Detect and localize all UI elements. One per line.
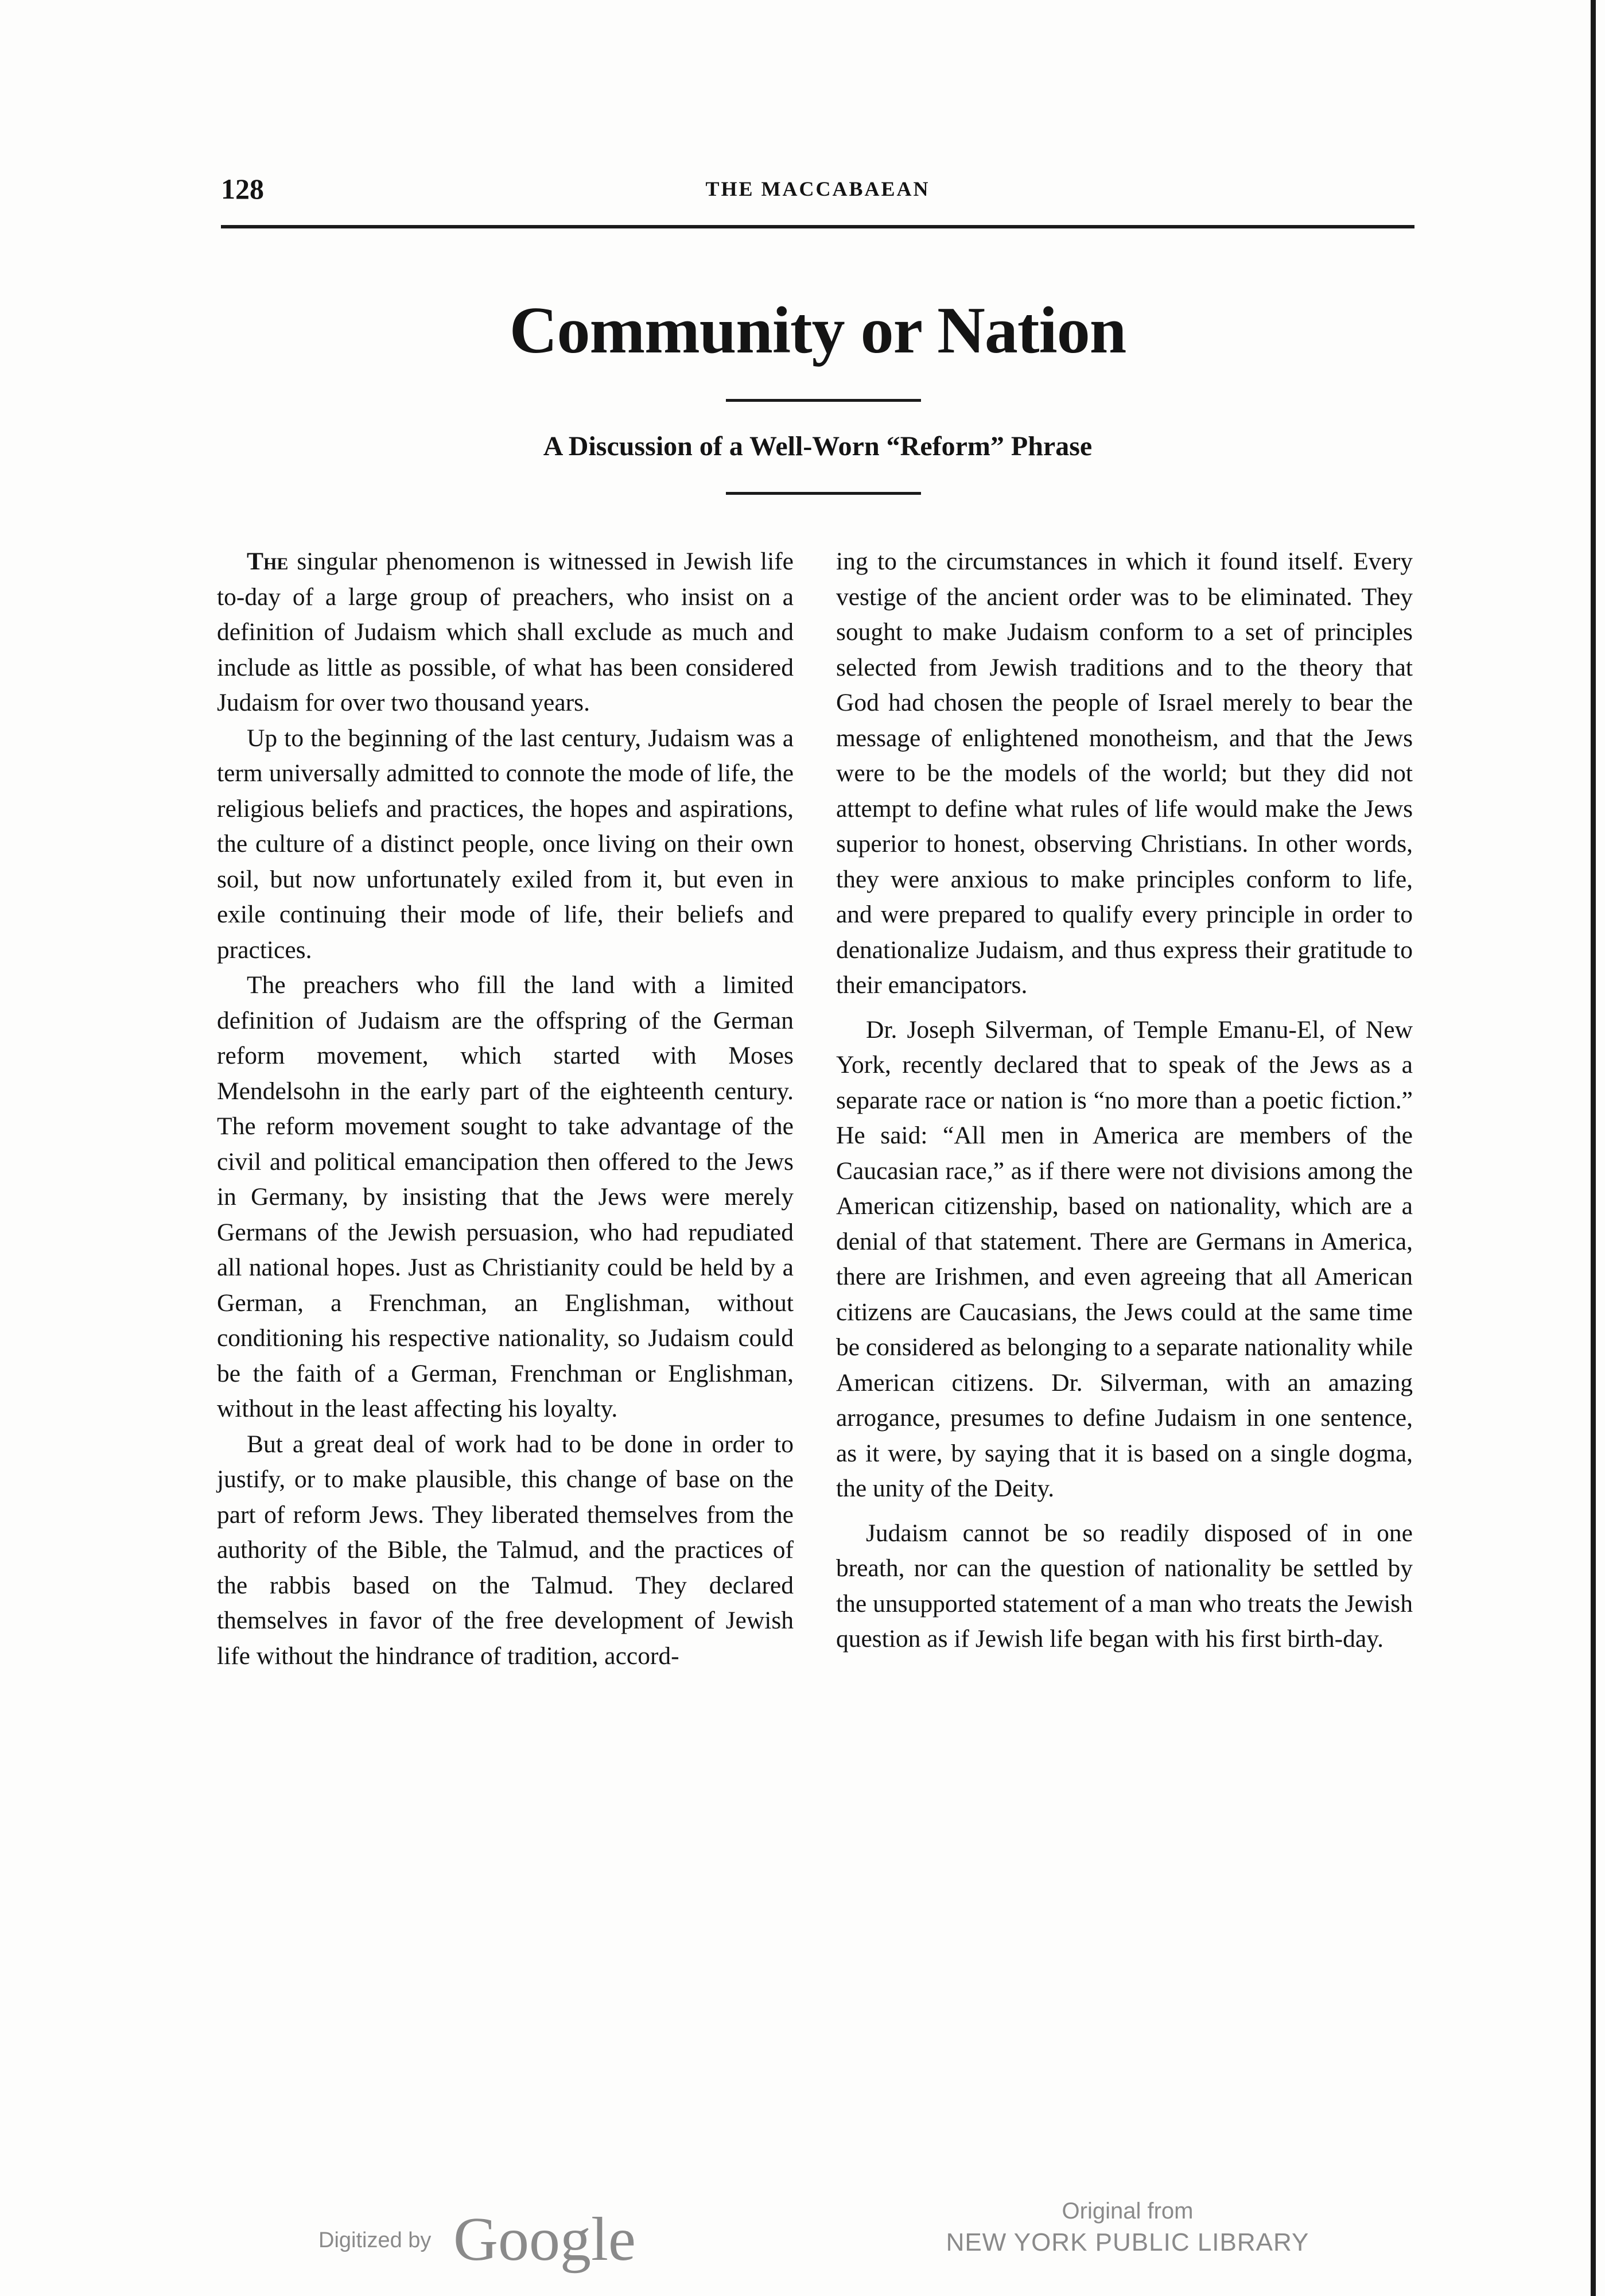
paragraph: The preachers who fill the land with a limited definition of Judaism are the offspring of the German reform movement, which started with Moses Mendelsohn in the early part of the eighteenth century. The reform movement sought to take advantage of the civil and political emancipation then offered to the Jews in Germany, by insisting that the Jews were merely Germans of the Jewish persuasion, who had repudiated all national hopes. Just as Christianity could be held by a German, a Frenchman, an Englishman, without conditioning his respective nationality, so Judaism could be the faith of a German, Frenchman or Englishman, without in the least affecting his loyalty. xyxy=(217,971,794,1422)
digitized-by-label: Digitized by xyxy=(318,2228,432,2252)
paragraph: Dr. Joseph Silverman, of Temple Emanu-El, of New York, recently declared that to speak of the Jews as a separate race or nation is “no more than a poetic fiction.” He said: “All men in America are members of the Caucasian race,” as if there were not divisions among the American citizenship, based on nationality, which are a denial of that statement. There are Germans in America, there are Irishmen, and even agreeing that all American citizens are Caucasians, the Jews could at the same time be considered as belonging to a separate nationality while American citizens. Dr. Silverman, with an amazing arrogance, presumes to define Judaism in one sentence, as it were, by saying that it is based on a single dogma, the unity of the Deity. xyxy=(836,1015,1413,1502)
journal-name: THE MACCABAEAN xyxy=(705,177,930,200)
library-name: NEW YORK PUBLIC LIBRARY xyxy=(946,2228,1309,2256)
article-title: Community or Nation xyxy=(509,294,1126,367)
paragraph xyxy=(217,544,794,721)
page-edge-shadow xyxy=(1591,0,1596,2296)
digitization-footer xyxy=(0,2198,1605,2279)
paragraph: Judaism cannot be so readily disposed of in one breath, nor can the question of nationality be settled by the unsupported statement of a man who treats the Jewish question as if Jewish life began with his first birth-day. xyxy=(836,1519,1413,1653)
header-rule xyxy=(221,225,1414,228)
left-column xyxy=(217,544,794,1674)
google-logo: Google xyxy=(453,2205,636,2274)
paragraph: But a great deal of work had to be done in order to justify, or to make plausible, this change of base on the part of reform Jews. They liberated themselves from the authority of the Bible, the Talmud, and the practices of the rabbis based on the Talmud. They declared themselves in favor of the free development of Jewish life without the hindrance of tradition, accord- xyxy=(217,1430,794,1670)
article-subtitle: A Discussion of a Well-Worn “Reform” Phrase xyxy=(543,431,1093,461)
right-column xyxy=(836,544,1413,1657)
original-from-label: Original from xyxy=(1062,2198,1194,2224)
page-number: 128 xyxy=(221,173,264,205)
subtitle-rule xyxy=(726,492,921,495)
running-head xyxy=(221,172,1414,207)
lead-word: The xyxy=(247,548,289,575)
paragraph-text: singular phenomenon is witnessed in Jewish life to-day of a large group of preachers, who insist on a definition of Judaism which shall exclude as much and include as little as possible, of what has been considered Judaism for over two thousand years. xyxy=(217,548,794,716)
title-rule xyxy=(726,399,921,402)
paragraph: Up to the beginning of the last century, Judaism was a term universally admitted to connote the mode of life, the religious beliefs and practices, the hopes and aspirations, the culture of a distinct people, once living on their own soil, but now unfortunately exiled from it, but even in exile continuing their mode of life, their beliefs and practices. xyxy=(217,724,794,964)
paragraph: ing to the circumstances in which it found itself. Every vestige of the ancient order was to be eliminated. They sought to make Judaism conform to a set of principles selected from Jewish traditions and to the theory that God had chosen the people of Israel merely to bear the message of enlightened monotheism, and that the Jews were to be the models of the world; but they did not attempt to define what rules of life would make the Jews superior to honest, observing Christians. In other words, they were anxious to make principles conform to life, and were prepared to qualify every principle in order to denationalize Judaism, and thus express their gratitude to their emancipators. xyxy=(836,548,1413,999)
